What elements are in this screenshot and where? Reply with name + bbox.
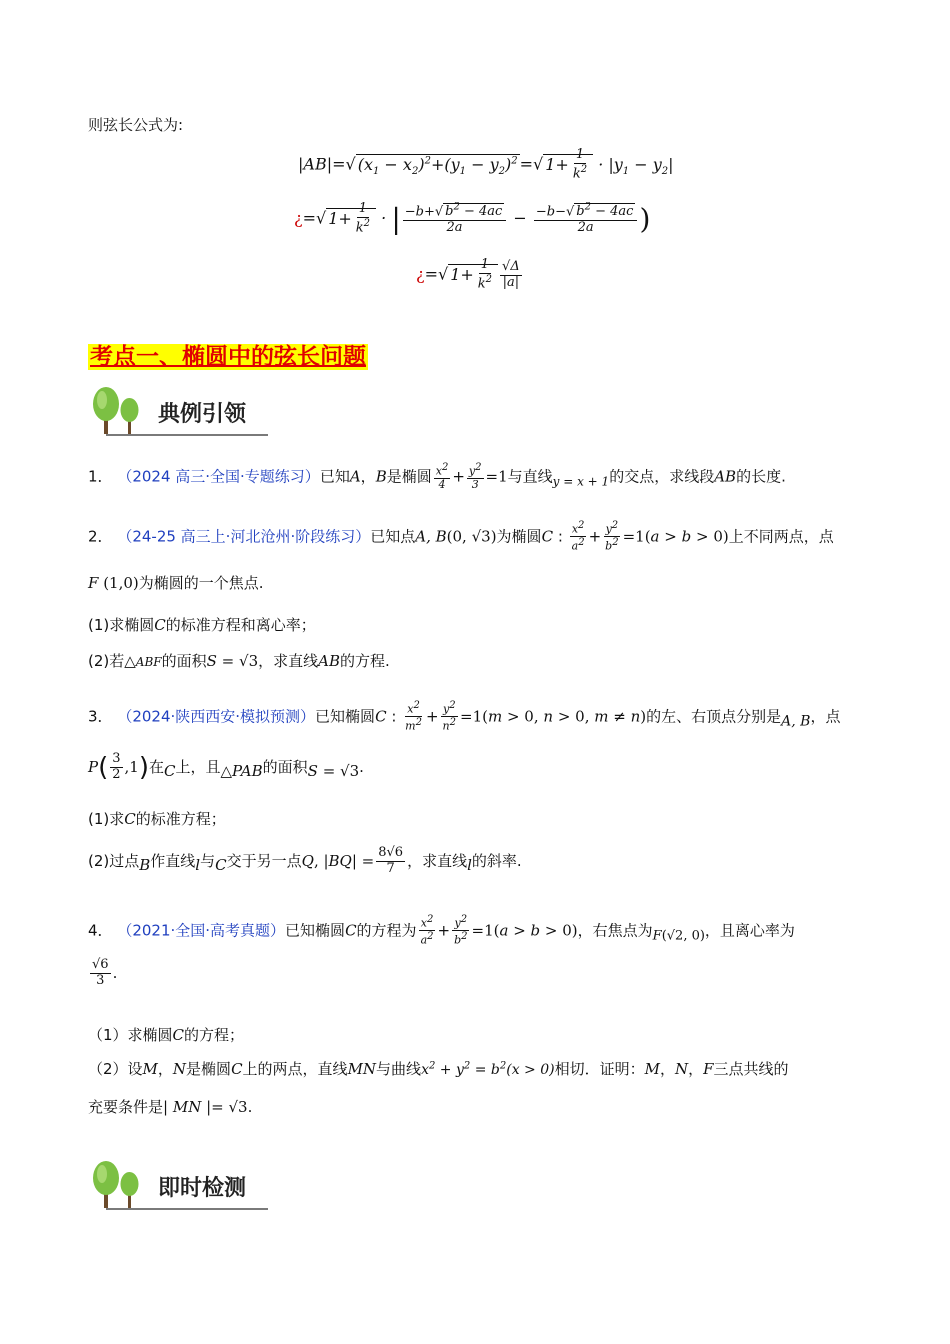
problem-4-ecc: $\frac{√6}{3}$ . bbox=[92, 957, 118, 988]
problem-3: 3． （2024·陕西西安·模拟预测）已知椭圆C : $\frac{x2}{m2}$ + $\frac{y2}{n2}$ =1(m > 0, n > 0, m ≠ n)的左、右顶点分别是A, B，点 bbox=[88, 700, 841, 733]
problem-number: 4． bbox=[88, 921, 113, 940]
problem-number: 3． bbox=[88, 707, 113, 726]
problem-4: 4． （2021·全国·高考真题）已知椭圆C的方程为 $\frac{x2}{a2}$ + $\frac{y2}{b2}$ =1(a > b > 0)，右焦点为F(√2, 0)，且离心率为 bbox=[88, 914, 795, 947]
problem-2: 2． （24-25 高三上·河北沧州·阶段练习）已知点A, B(0, √3)为椭圆C : $\frac{x2}{a2}$ + $\frac{y2}{b2}$ =1(a > b > 0)上不同两点，点 bbox=[88, 520, 834, 553]
problem-4-q2: （2）设M，N是椭圆C上的两点，直线MN与曲线$x^2 + y^2 = b^2(x > 0)$相切．证明：M，N，F三点共线的 bbox=[88, 1060, 789, 1078]
chord-formula-line1: |AB|=√ $(x_1 - x_2)^2+(y_1 - y_2)^2$ =√ 1+ $\frac{1}{k^2}$ · $|y_1 - y_2|$ bbox=[298, 147, 674, 182]
problem-4-q2-cont: 充要条件是| MN |= √3. bbox=[88, 1098, 253, 1116]
practice-badge bbox=[88, 1158, 270, 1210]
problem-source: （2021·全国·高考真题） bbox=[117, 921, 286, 940]
problem-2-q2: (2)若△ABF的面积S = √3，求直线AB的方程. bbox=[88, 652, 390, 670]
problem-source: （24-25 高三上·河北沧州·阶段练习） bbox=[117, 527, 371, 546]
problem-2-cont: F (1,0)为椭圆的一个焦点. bbox=[88, 574, 264, 592]
chord-formula-line2: ¿=√ 1+ $\frac{1}{k^2}$ · | $\frac{-b+√ b^2 - 4ac}{2a}$ − $\frac{-b-√ b^2 - 4ac}{2a}$ ) bbox=[294, 201, 651, 236]
intro-text: 则弦长公式为: bbox=[88, 116, 184, 134]
example-badge bbox=[88, 384, 270, 436]
tree-icon bbox=[88, 384, 150, 436]
problem-2-q1: (1)求椭圆C的标准方程和离心率； bbox=[88, 616, 316, 634]
problem-3-cont: P( $\frac{3}{2}$ ,1)在C上，且△PAB的面积S = √3. bbox=[88, 751, 364, 783]
problem-3-q1: (1)求C的标准方程； bbox=[88, 810, 226, 828]
problem-source: （2024 高三·全国·专题练习） bbox=[117, 467, 320, 486]
problem-3-q2: (2)过点B作直线l与C交于另一点Q, |BQ| = $\frac{8√6}{7}$ ，求直线l的斜率. bbox=[88, 845, 522, 876]
problem-number: 2． bbox=[88, 527, 113, 546]
problem-source: （2024·陕西西安·模拟预测） bbox=[117, 707, 316, 726]
chord-formula-line3: ¿=√ 1+ $\frac{1}{k^2}$ $\frac{√\Delta}{|a|}$ bbox=[416, 257, 520, 292]
section-heading bbox=[88, 338, 368, 371]
problem-4-q1: （1）求椭圆C的方程； bbox=[88, 1026, 245, 1044]
problem-number: 1． bbox=[88, 467, 113, 486]
badge-title: 典例引领 bbox=[158, 402, 247, 427]
badge-title: 即时检测 bbox=[158, 1176, 247, 1201]
problem-1: 1． （2024 高三·全国·专题练习）已知A，B是椭圆 $\frac{x2}{4}$ + $\frac{y2}{3}$ =1与直线$_{y = x + 1}$的交点，求线段AB的长度. bbox=[88, 462, 786, 492]
tree-icon bbox=[88, 1158, 150, 1210]
section-title: 考点一、椭圆中的弦长问题 bbox=[90, 344, 366, 370]
